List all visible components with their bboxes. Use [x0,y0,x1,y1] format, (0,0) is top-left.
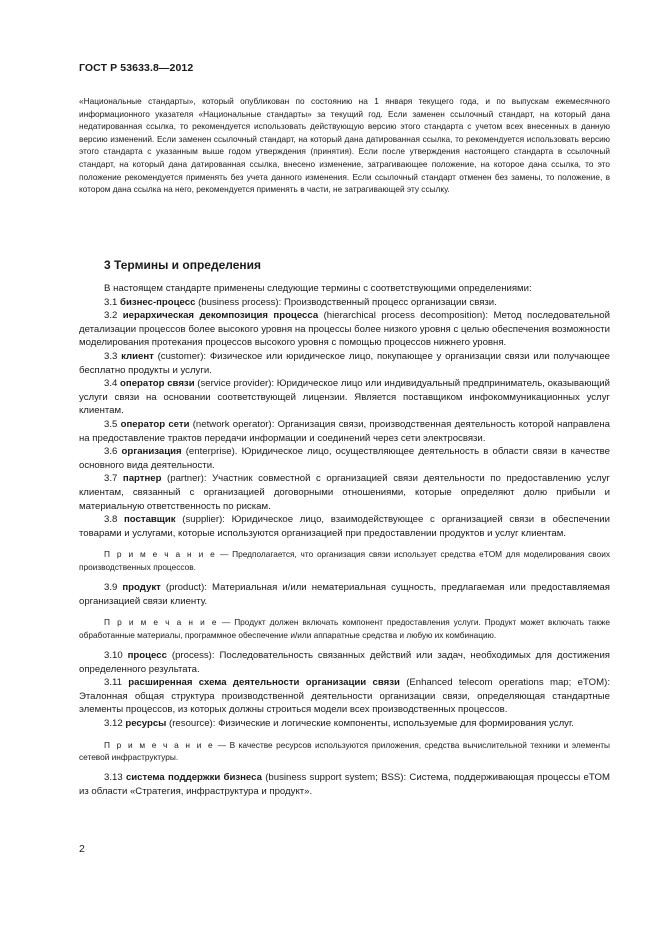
section-body [79,282,610,799]
note-text: — Продукт должен включать компонент предоставления услуги. Продукт может включать также обработанные материалы, программное обеспечение и/или аппаратные средства и любую их комбинацию. [79,617,610,640]
term-definition: (supplier): Юридическое лицо, взаимодействующее с организацией связи в обеспечении товарами и услугами, которые используются организацией при предоставлении продуктов и услуг клиентам. [79,514,610,539]
term-number: 3.8 [104,514,118,526]
section-lead: В настоящем стандарте применены следующие термины с соответствующими определениями: [104,283,532,294]
note-label: П р и м е ч а н и е [104,739,215,750]
term-number: 3.5 [104,418,118,430]
term-3-12 [79,717,610,731]
note-2 [79,616,610,641]
term-definition: (Enhanced telecom operations map; eTOM): Эталонная общая структура производственной деятельности организации связи, определяющая стандартные элементы процессов, из которых должны строиться модели всех производственных процессов. [79,677,610,716]
term-number: 3.1 [104,296,118,308]
term-definition: (business process): Производственный процесс организации связи. [195,296,497,308]
term-name: клиент [121,350,154,362]
term-number: 3.7 [104,473,118,485]
term-number: 3.9 [104,582,118,594]
term-number: 3.4 [104,378,118,390]
term-3-9 [79,581,610,608]
term-name: оператор сети [120,418,190,430]
term-definition: (hierarchical process decomposition): Метод последовательной детализации процессов более высокого уровня на процессы более низкого уровня с целью обеспечения возможности моделирования протекания процессов высокого уровня с помощью процессов нижнего уровня. [79,310,610,349]
term-definition: (product): Материальная и/или нематериальная сущность, предлагаемая или предоставляемая организацией связи клиенту. [79,582,610,607]
section-title: 3 Термины и определения [104,258,262,272]
term-name: продукт [122,582,161,594]
term-3-2 [79,309,610,350]
term-number: 3.2 [104,310,118,322]
term-name: поставщик [124,514,176,526]
term-number: 3.11 [104,677,122,689]
term-definition: (customer): Физическое или юридическое лицо, покупающее у организации связи или получающее бесплатно продукты и услуги. [79,350,610,376]
term-name: партнер [122,473,162,485]
term-definition: (business support system; BSS): Система, поддерживающая процессы eTOM из области «Стратегия, инфраструктура и продукт». [79,772,610,798]
document-header: ГОСТ Р 53633.8—2012 [79,62,194,74]
term-3-8 [79,513,610,540]
note-text: — В качестве ресурсов используются приложения, средства вычислительной техники и элементы сетевой инфраструктуры. [79,739,611,763]
term-definition: (network operator): Организация связи, производственная деятельность которой направлена на предоставление трактов передачи информации и соединений через сети электросвязи. [79,418,610,444]
term-definition: (resource): Физические и логические компоненты, используемые для формирования услуг. [166,718,574,730]
term-3-7 [79,472,610,513]
term-number: 3.6 [104,446,118,458]
term-3-13 [79,771,610,798]
note-1 [79,548,610,573]
term-name: иерархическая декомпозиция процесса [122,310,319,322]
term-3-5 [79,418,610,445]
note-3 [79,739,610,764]
term-name: ресурсы [125,718,167,730]
term-number: 3.13 [104,772,123,784]
note-label: П р и м е ч а н и е [104,549,217,560]
note-label: П р и м е ч а н и е [104,617,219,628]
term-number: 3.12 [104,718,123,730]
term-3-3 [79,350,610,377]
term-name: расширенная схема деятельности организации связи [128,677,400,689]
page-number: 2 [79,843,85,855]
note-text: — Предполагается, что организация связи использует средства eTOM для моделирования своих производственных процессов. [79,549,610,572]
term-name: оператор связи [120,378,195,390]
term-definition: (partner): Участник совместной с организацией связи деятельности по предоставлению услуг клиентам, связанный с организацией договорными отношениями, которые определяют долю прибыли и материальную ответственность по рискам. [79,473,610,512]
term-name: организация [121,446,182,458]
term-definition: (enterprise). Юридическое лицо, осуществляющее деятельность в области связи в качестве основного вида деятельности. [79,446,611,471]
term-number: 3.3 [104,350,118,362]
term-definition: (service provider): Юридическое лицо или индивидуальный предприниматель, оказывающий услуги связи на основании соответствующей лицензии. Является поставщиком инфокоммуникационных услуг клиентам. [79,378,611,417]
term-name: бизнес-процесс [120,296,196,308]
term-number: 3.10 [104,650,123,662]
term-name: система поддержки бизнеса [125,772,262,784]
term-definition: (process): Последовательность связанных действий или задач, необходимых для достижения определенного результата. [79,650,611,675]
term-3-1 [79,296,610,310]
term-3-11 [79,676,610,717]
intro-paragraph: «Национальные стандарты», который опубликован по состоянию на 1 января текущего года, и по выпускам ежемесячного информационного указателя «Национальные стандарты» за текущий год. Если заменен ссылочный стандарт, на который дана недатированная ссылка, то рекомендуется использовать действующую версию этого стандарта с учетом всех внесенных в данную версию изменений. Если заменен ссылочный стандарт, на который дана датированная ссылка, то рекомендуется использовать версию этого стандарта с указанным выше годом утверждения (принятия). Если после утверждения настоящего стандарта в ссылочный стандарт, на который дана датированная ссылка, внесено изменение, затрагивающее положение, на которое дана ссылка, то это положение рекомендуется применять без учета данного изменения. Если ссылочный стандарт отменен без замены, то положение, в котором дана ссылка на него, рекомендуется применять в части, не затрагивающей эту ссылку. [79,96,610,195]
term-3-10 [79,649,610,676]
term-name: процесс [127,650,167,662]
term-3-4 [79,377,610,418]
term-3-6 [79,445,610,472]
